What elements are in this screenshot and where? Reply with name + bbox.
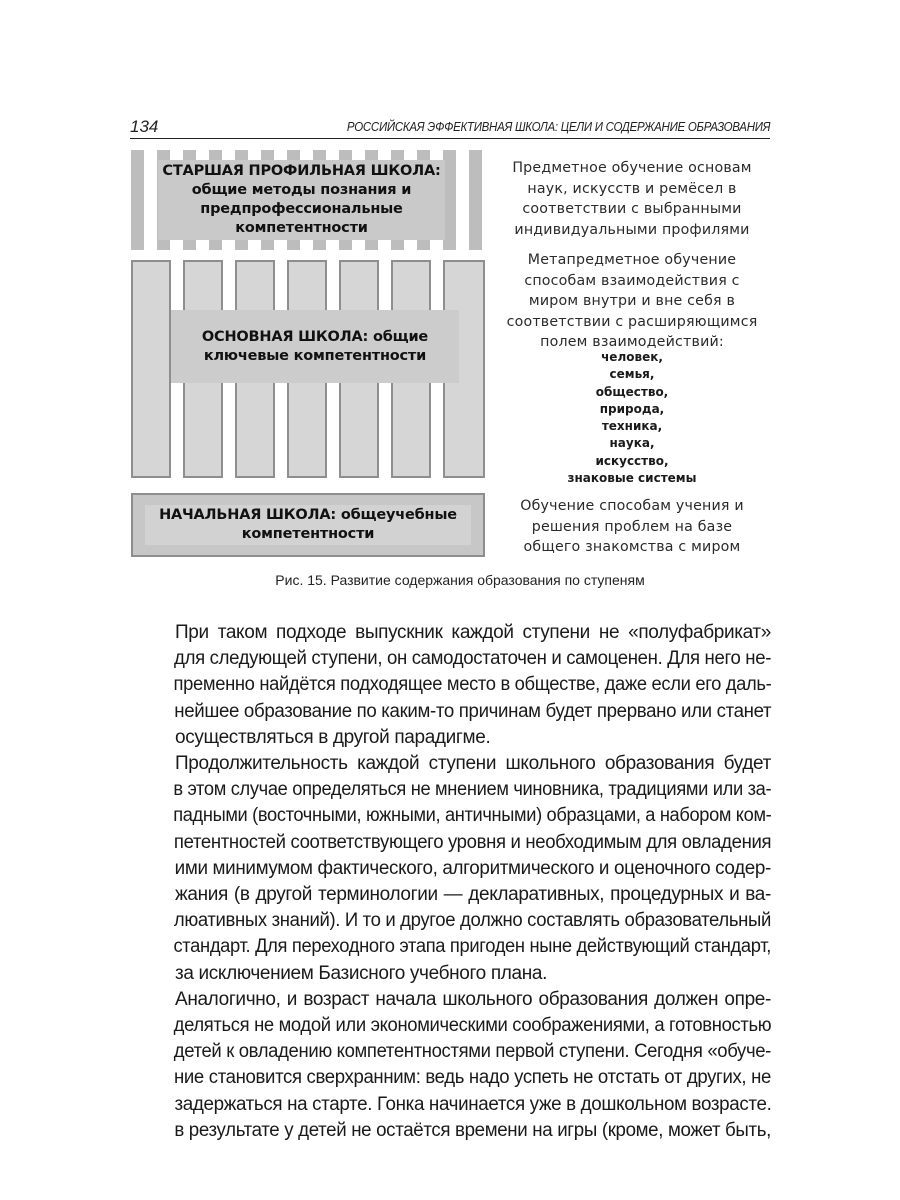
primary-school-line: компетентности xyxy=(241,526,375,542)
text-line: ние становится сверхранним: ведь надо успеть не отстать от других, не xyxy=(173,1067,771,1089)
paragraph xyxy=(131,751,771,987)
description-line: Предметное обучение основам xyxy=(512,160,752,176)
interaction-field: искусство, xyxy=(595,453,669,468)
text-line: ими минимумом фактического, алгоритмического и оценочного содер- xyxy=(174,857,771,879)
senior-school-line: компетентности xyxy=(235,220,368,236)
primary-school-line: НАЧАЛЬНАЯ ШКОЛА: общеучебные xyxy=(159,507,457,523)
text-line: задержаться на старте. Гонка начинается уже в дошкольном возрасте. xyxy=(174,1093,772,1115)
text-line: люативных знаний). И то и другое должно составлять образовательный xyxy=(173,910,771,932)
senior-school-line: предпрофессиональные xyxy=(200,201,403,217)
primary-description xyxy=(482,496,782,558)
senior-school-line: общие методы познания и xyxy=(191,182,412,198)
text-line: Продолжительность каждой ступени школьного образования будет xyxy=(175,753,771,775)
text-line: падными (восточными, южными, античными) образцами, а набором ком- xyxy=(173,805,772,827)
text-line: пременно найдётся подходящее место в обществе, даже если его даль- xyxy=(173,674,772,696)
basic-description xyxy=(482,250,782,353)
text-line: жания (в другой терминологии — декларативных, процедурных и ва- xyxy=(175,884,771,906)
basic-school-line: ключевые компетентности xyxy=(203,347,427,364)
description-line: миром внутри и вне себя в xyxy=(528,293,736,309)
senior-description xyxy=(482,158,782,240)
text-line: петентностей соответствующего уровня и необходимым для овладения xyxy=(173,831,772,853)
column xyxy=(131,260,171,478)
page-number: 134 xyxy=(130,117,159,136)
text-line: в этом случае определяться не мнением чиновника, традициями или за- xyxy=(173,779,772,801)
text-line: детей к овладению компетентностями первой ступени. Сегодня «обуче- xyxy=(173,1041,771,1063)
text-line: При таком подходе выпускник каждой ступени не «полуфабрикат» xyxy=(175,622,771,643)
description-line: соответствии с расширяющимся xyxy=(506,313,758,330)
interaction-field: знаковые системы xyxy=(567,471,697,486)
figure-caption: Рис. 15. Развитие содержания образования по ступеням xyxy=(275,572,645,588)
body-text xyxy=(131,620,771,1144)
description-line: соответствии с выбранными xyxy=(522,201,742,217)
description-line: Обучение способам учения и xyxy=(520,498,744,514)
text-line: Аналогично, и возраст начала школьного образования должен опре- xyxy=(175,988,771,1010)
senior-school-box xyxy=(158,160,445,240)
description-line: решения проблем на базе xyxy=(531,518,733,535)
text-line: стандарт. Для переходного этапа пригоден ныне действующий стандарт, xyxy=(173,936,771,958)
description-line: полем взаимодействий: xyxy=(540,334,724,350)
text-line: для следующей ступени, он самодостаточен и самоценен. Для него не- xyxy=(174,648,772,670)
text-line: нейшее образование по каким-то причинам будет прервано или станет xyxy=(174,700,772,722)
text-line: в результате у детей не остаётся времени на игры (кроме, может быть, xyxy=(174,1119,772,1141)
senior-school-label xyxy=(162,162,440,238)
text-line: деляться не модой или экономическими соображениями, а готовностью xyxy=(173,1015,772,1037)
interaction-field: наука, xyxy=(609,436,655,451)
strip xyxy=(131,150,144,250)
description-line: общего знакомства с миром xyxy=(523,539,741,555)
paragraph xyxy=(131,987,771,1144)
primary-school-box xyxy=(131,493,485,557)
interaction-fields-list xyxy=(532,349,732,487)
paragraph xyxy=(131,620,771,751)
basic-school-label xyxy=(202,328,428,366)
text-line: осуществляться в другой парадигме. xyxy=(175,726,491,748)
interaction-field: техника, xyxy=(601,419,663,434)
description-line: способам взаимодействия с xyxy=(524,272,740,289)
interaction-field: семья, xyxy=(609,367,655,382)
interaction-field: человек, xyxy=(601,350,663,364)
primary-school-label xyxy=(159,506,457,544)
running-title: РОССИЙСКАЯ ЭФФЕКТИВНАЯ ШКОЛА: ЦЕЛИ И СОДЕРЖАНИЕ ОБРАЗОВАНИЯ xyxy=(346,120,770,134)
description-line: Метапредметное обучение xyxy=(527,252,737,268)
interaction-field: общество, xyxy=(595,384,669,399)
description-line: индивидуальными профилями xyxy=(514,221,750,238)
interaction-field: природа, xyxy=(599,401,665,416)
senior-school-line: СТАРШАЯ ПРОФИЛЬНАЯ ШКОЛА: xyxy=(162,163,441,179)
strip xyxy=(469,150,482,250)
basic-school-box xyxy=(171,310,459,383)
description-line: наук, искусств и ремёсел в xyxy=(527,180,737,197)
basic-school-line: ОСНОВНАЯ ШКОЛА: общие xyxy=(201,328,429,345)
text-line: за исключением Базисного учебного плана. xyxy=(175,962,547,984)
